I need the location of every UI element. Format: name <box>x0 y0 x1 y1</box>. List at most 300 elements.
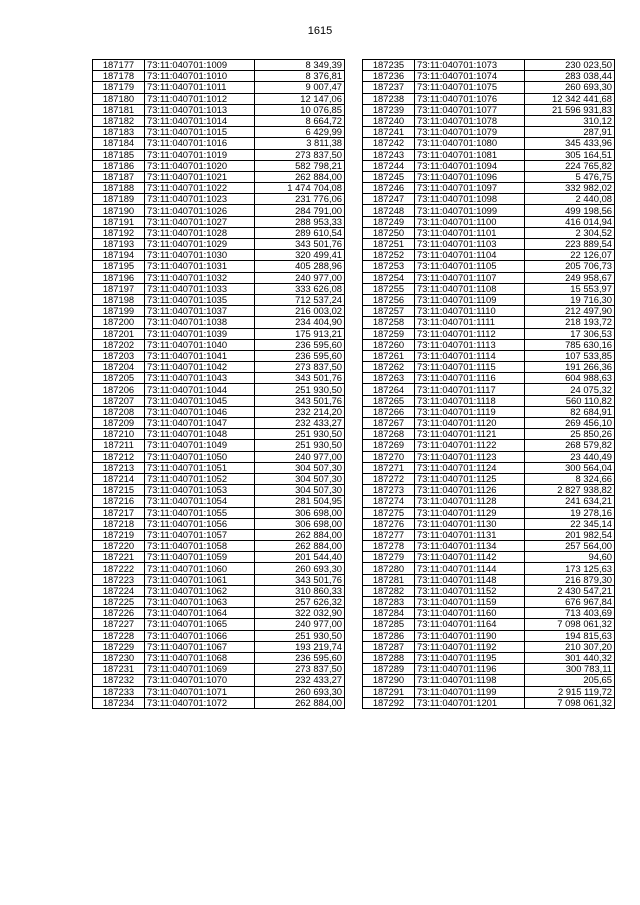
cell-value: 25 850,26 <box>525 429 615 440</box>
cell-value: 22 345,14 <box>525 518 615 529</box>
cell-record-id: 187252 <box>363 250 415 261</box>
cell-value: 405 288,96 <box>255 261 345 272</box>
cell-cadastral-number: 73:11:040701:1119 <box>415 406 525 417</box>
cell-record-id: 187266 <box>363 406 415 417</box>
table-row <box>93 160 345 171</box>
cell-cadastral-number: 73:11:040701:1057 <box>145 529 255 540</box>
cell-cadastral-number: 73:11:040701:1033 <box>145 283 255 294</box>
cell-value: 236 595,60 <box>255 652 345 663</box>
cell-value: 210 307,20 <box>525 641 615 652</box>
cell-record-id: 187250 <box>363 227 415 238</box>
table-row <box>93 373 345 384</box>
cell-record-id: 187276 <box>363 518 415 529</box>
cell-record-id: 187205 <box>93 373 145 384</box>
table-row <box>363 250 615 261</box>
cell-value: 232 214,20 <box>255 406 345 417</box>
cell-record-id: 187258 <box>363 317 415 328</box>
cell-value: 2 440,08 <box>525 194 615 205</box>
cell-cadastral-number: 73:11:040701:1065 <box>145 619 255 630</box>
cell-record-id: 187242 <box>363 138 415 149</box>
cell-record-id: 187239 <box>363 104 415 115</box>
table-row <box>363 373 615 384</box>
cell-value: 262 884,00 <box>255 171 345 182</box>
cell-value: 281 504,95 <box>255 496 345 507</box>
cell-value: 8 376,81 <box>255 71 345 82</box>
data-table-right <box>362 59 615 709</box>
table-row <box>93 686 345 697</box>
cell-record-id: 187245 <box>363 171 415 182</box>
cell-value: 305 164,51 <box>525 149 615 160</box>
table-row <box>93 619 345 630</box>
table-row <box>93 93 345 104</box>
cell-cadastral-number: 73:11:040701:1110 <box>415 306 525 317</box>
cell-value: 240 977,00 <box>255 619 345 630</box>
table-row <box>363 619 615 630</box>
cell-value: 6 429,99 <box>255 127 345 138</box>
cell-value: 2 430 547,21 <box>525 585 615 596</box>
cell-record-id: 187286 <box>363 630 415 641</box>
cell-cadastral-number: 73:11:040701:1099 <box>415 205 525 216</box>
table-row <box>93 608 345 619</box>
cell-cadastral-number: 73:11:040701:1108 <box>415 283 525 294</box>
table-row <box>93 384 345 395</box>
cell-cadastral-number: 73:11:040701:1130 <box>415 518 525 529</box>
cell-value: 289 610,54 <box>255 227 345 238</box>
cell-value: 416 014,94 <box>525 216 615 227</box>
table-row <box>93 115 345 126</box>
cell-cadastral-number: 73:11:040701:1129 <box>415 507 525 518</box>
cell-record-id: 187263 <box>363 373 415 384</box>
cell-record-id: 187187 <box>93 171 145 182</box>
table-row <box>93 552 345 563</box>
cell-value: 273 837,50 <box>255 664 345 675</box>
table-row <box>363 563 615 574</box>
table-row <box>93 473 345 484</box>
cell-value: 306 698,00 <box>255 518 345 529</box>
table-row <box>93 183 345 194</box>
table-row <box>363 328 615 339</box>
table-row <box>93 429 345 440</box>
cell-value: 560 110,82 <box>525 395 615 406</box>
cell-record-id: 187284 <box>363 608 415 619</box>
table-row <box>93 362 345 373</box>
cell-record-id: 187287 <box>363 641 415 652</box>
cell-cadastral-number: 73:11:040701:1096 <box>415 171 525 182</box>
cell-cadastral-number: 73:11:040701:1076 <box>415 93 525 104</box>
cell-record-id: 187206 <box>93 384 145 395</box>
table-row <box>93 227 345 238</box>
table-row <box>363 194 615 205</box>
table-row <box>93 496 345 507</box>
cell-value: 582 798,21 <box>255 160 345 171</box>
table-row <box>363 306 615 317</box>
cell-value: 273 837,50 <box>255 149 345 160</box>
table-row <box>363 608 615 619</box>
table-row <box>363 127 615 138</box>
cell-cadastral-number: 73:11:040701:1059 <box>145 552 255 563</box>
cell-record-id: 187177 <box>93 60 145 71</box>
cell-cadastral-number: 73:11:040701:1121 <box>415 429 525 440</box>
cell-cadastral-number: 73:11:040701:1201 <box>415 697 525 708</box>
cell-cadastral-number: 73:11:040701:1030 <box>145 250 255 261</box>
cell-cadastral-number: 73:11:040701:1038 <box>145 317 255 328</box>
cell-record-id: 187201 <box>93 328 145 339</box>
cell-value: 201 544,40 <box>255 552 345 563</box>
cell-value: 713 403,69 <box>525 608 615 619</box>
cell-value: 7 098 061,32 <box>525 697 615 708</box>
cell-record-id: 187223 <box>93 574 145 585</box>
cell-record-id: 187198 <box>93 294 145 305</box>
cell-record-id: 187256 <box>363 294 415 305</box>
cell-cadastral-number: 73:11:040701:1111 <box>415 317 525 328</box>
table-row <box>363 552 615 563</box>
table-row <box>363 529 615 540</box>
cell-cadastral-number: 73:11:040701:1051 <box>145 462 255 473</box>
cell-record-id: 187199 <box>93 306 145 317</box>
cell-value: 676 967,84 <box>525 597 615 608</box>
cell-record-id: 187235 <box>363 60 415 71</box>
cell-value: 21 596 931,83 <box>525 104 615 115</box>
cell-value: 230 023,50 <box>525 60 615 71</box>
cell-cadastral-number: 73:11:040701:1022 <box>145 183 255 194</box>
cell-value: 7 098 061,32 <box>525 619 615 630</box>
cell-value: 322 032,90 <box>255 608 345 619</box>
table-row <box>93 350 345 361</box>
table-row <box>93 138 345 149</box>
cell-value: 107 533,85 <box>525 350 615 361</box>
cell-value: 287,91 <box>525 127 615 138</box>
table-row <box>363 686 615 697</box>
cell-cadastral-number: 73:11:040701:1021 <box>145 171 255 182</box>
table-row <box>93 60 345 71</box>
cell-record-id: 187262 <box>363 362 415 373</box>
cell-record-id: 187248 <box>363 205 415 216</box>
cell-cadastral-number: 73:11:040701:1045 <box>145 395 255 406</box>
cell-value: 260 693,30 <box>255 563 345 574</box>
table-row <box>363 451 615 462</box>
cell-value: 262 884,00 <box>255 529 345 540</box>
table-row <box>363 641 615 652</box>
cell-value: 223 889,54 <box>525 239 615 250</box>
cell-value: 306 698,00 <box>255 507 345 518</box>
cell-cadastral-number: 73:11:040701:1114 <box>415 350 525 361</box>
table-row <box>93 507 345 518</box>
cell-value: 604 988,63 <box>525 373 615 384</box>
cell-record-id: 187292 <box>363 697 415 708</box>
table-row <box>363 664 615 675</box>
cell-record-id: 187213 <box>93 462 145 473</box>
cell-value: 301 440,32 <box>525 652 615 663</box>
table-row <box>363 485 615 496</box>
cell-value: 304 507,30 <box>255 473 345 484</box>
table-row <box>363 272 615 283</box>
cell-cadastral-number: 73:11:040701:1142 <box>415 552 525 563</box>
cell-cadastral-number: 73:11:040701:1052 <box>145 473 255 484</box>
cell-record-id: 187241 <box>363 127 415 138</box>
cell-cadastral-number: 73:11:040701:1043 <box>145 373 255 384</box>
cell-record-id: 187272 <box>363 473 415 484</box>
cell-cadastral-number: 73:11:040701:1160 <box>415 608 525 619</box>
cell-value: 283 038,44 <box>525 71 615 82</box>
table-row <box>363 115 615 126</box>
cell-record-id: 187180 <box>93 93 145 104</box>
table-row <box>363 507 615 518</box>
cell-cadastral-number: 73:11:040701:1037 <box>145 306 255 317</box>
table-row <box>93 641 345 652</box>
cell-value: 218 193,72 <box>525 317 615 328</box>
cell-record-id: 187271 <box>363 462 415 473</box>
cell-cadastral-number: 73:11:040701:1054 <box>145 496 255 507</box>
cell-record-id: 187188 <box>93 183 145 194</box>
cell-value: 262 884,00 <box>255 541 345 552</box>
table-row <box>363 652 615 663</box>
cell-cadastral-number: 73:11:040701:1196 <box>415 664 525 675</box>
cell-value: 251 930,50 <box>255 384 345 395</box>
cell-value: 241 634,21 <box>525 496 615 507</box>
cell-cadastral-number: 73:11:040701:1159 <box>415 597 525 608</box>
cell-value: 205,65 <box>525 675 615 686</box>
cell-value: 19 278,16 <box>525 507 615 518</box>
table-row <box>93 294 345 305</box>
table-row <box>363 462 615 473</box>
cell-cadastral-number: 73:11:040701:1026 <box>145 205 255 216</box>
cell-value: 191 266,36 <box>525 362 615 373</box>
cell-cadastral-number: 73:11:040701:1047 <box>145 418 255 429</box>
cell-value: 194 815,63 <box>525 630 615 641</box>
cell-record-id: 187274 <box>363 496 415 507</box>
cell-value: 262 884,00 <box>255 697 345 708</box>
cell-record-id: 187189 <box>93 194 145 205</box>
cell-cadastral-number: 73:11:040701:1069 <box>145 664 255 675</box>
cell-cadastral-number: 73:11:040701:1070 <box>145 675 255 686</box>
table-row <box>363 440 615 451</box>
cell-value: 251 930,50 <box>255 630 345 641</box>
cell-record-id: 187203 <box>93 350 145 361</box>
cell-cadastral-number: 73:11:040701:1103 <box>415 239 525 250</box>
cell-cadastral-number: 73:11:040701:1164 <box>415 619 525 630</box>
table-row <box>363 317 615 328</box>
table-row <box>363 294 615 305</box>
cell-cadastral-number: 73:11:040701:1012 <box>145 93 255 104</box>
cell-record-id: 187285 <box>363 619 415 630</box>
cell-record-id: 187224 <box>93 585 145 596</box>
cell-cadastral-number: 73:11:040701:1125 <box>415 473 525 484</box>
cell-value: 236 595,60 <box>255 339 345 350</box>
table-row <box>363 418 615 429</box>
table-row <box>363 71 615 82</box>
cell-cadastral-number: 73:11:040701:1094 <box>415 160 525 171</box>
cell-record-id: 187283 <box>363 597 415 608</box>
cell-record-id: 187269 <box>363 440 415 451</box>
cell-record-id: 187253 <box>363 261 415 272</box>
cell-record-id: 187251 <box>363 239 415 250</box>
cell-value: 8 664,72 <box>255 115 345 126</box>
cell-value: 269 456,10 <box>525 418 615 429</box>
cell-cadastral-number: 73:11:040701:1013 <box>145 104 255 115</box>
cell-value: 2 827 938,82 <box>525 485 615 496</box>
table-row <box>363 160 615 171</box>
cell-value: 17 306,53 <box>525 328 615 339</box>
cell-record-id: 187244 <box>363 160 415 171</box>
cell-record-id: 187291 <box>363 686 415 697</box>
cell-value: 22 126,07 <box>525 250 615 261</box>
table-row <box>93 518 345 529</box>
cell-cadastral-number: 73:11:040701:1029 <box>145 239 255 250</box>
table-row <box>93 574 345 585</box>
cell-cadastral-number: 73:11:040701:1027 <box>145 216 255 227</box>
cell-record-id: 187196 <box>93 272 145 283</box>
cell-record-id: 187236 <box>363 71 415 82</box>
table-row <box>93 675 345 686</box>
cell-value: 232 433,27 <box>255 675 345 686</box>
table-row <box>93 485 345 496</box>
cell-cadastral-number: 73:11:040701:1126 <box>415 485 525 496</box>
cell-cadastral-number: 73:11:040701:1124 <box>415 462 525 473</box>
cell-record-id: 187194 <box>93 250 145 261</box>
table-row <box>93 261 345 272</box>
cell-record-id: 187232 <box>93 675 145 686</box>
cell-value: 82 684,91 <box>525 406 615 417</box>
cell-record-id: 187184 <box>93 138 145 149</box>
cell-cadastral-number: 73:11:040701:1190 <box>415 630 525 641</box>
cell-value: 175 913,21 <box>255 328 345 339</box>
cell-cadastral-number: 73:11:040701:1122 <box>415 440 525 451</box>
cell-cadastral-number: 73:11:040701:1035 <box>145 294 255 305</box>
cell-cadastral-number: 73:11:040701:1075 <box>415 82 525 93</box>
cell-cadastral-number: 73:11:040701:1128 <box>415 496 525 507</box>
cell-cadastral-number: 73:11:040701:1118 <box>415 395 525 406</box>
table-row <box>363 93 615 104</box>
cell-record-id: 187279 <box>363 552 415 563</box>
cell-cadastral-number: 73:11:040701:1041 <box>145 350 255 361</box>
cell-record-id: 187288 <box>363 652 415 663</box>
cell-cadastral-number: 73:11:040701:1198 <box>415 675 525 686</box>
cell-cadastral-number: 73:11:040701:1097 <box>415 183 525 194</box>
table-row <box>363 82 615 93</box>
cell-cadastral-number: 73:11:040701:1073 <box>415 60 525 71</box>
cell-record-id: 187215 <box>93 485 145 496</box>
cell-record-id: 187181 <box>93 104 145 115</box>
cell-record-id: 187209 <box>93 418 145 429</box>
table-row <box>93 462 345 473</box>
cell-cadastral-number: 73:11:040701:1060 <box>145 563 255 574</box>
cell-cadastral-number: 73:11:040701:1123 <box>415 451 525 462</box>
cell-record-id: 187226 <box>93 608 145 619</box>
cell-cadastral-number: 73:11:040701:1100 <box>415 216 525 227</box>
cell-record-id: 187202 <box>93 339 145 350</box>
cell-value: 2 304,52 <box>525 227 615 238</box>
cell-cadastral-number: 73:11:040701:1117 <box>415 384 525 395</box>
table-row <box>363 239 615 250</box>
table-row <box>93 239 345 250</box>
cell-record-id: 187190 <box>93 205 145 216</box>
cell-cadastral-number: 73:11:040701:1053 <box>145 485 255 496</box>
cell-record-id: 187210 <box>93 429 145 440</box>
cell-record-id: 187268 <box>363 429 415 440</box>
cell-record-id: 187183 <box>93 127 145 138</box>
cell-cadastral-number: 73:11:040701:1020 <box>145 160 255 171</box>
cell-cadastral-number: 73:11:040701:1120 <box>415 418 525 429</box>
cell-value: 251 930,50 <box>255 440 345 451</box>
cell-value: 310,12 <box>525 115 615 126</box>
cell-cadastral-number: 73:11:040701:1019 <box>145 149 255 160</box>
table-row <box>93 451 345 462</box>
cell-value: 15 553,97 <box>525 283 615 294</box>
cell-cadastral-number: 73:11:040701:1049 <box>145 440 255 451</box>
table-row <box>93 328 345 339</box>
cell-value: 216 003,02 <box>255 306 345 317</box>
table-row <box>363 429 615 440</box>
table-row <box>93 395 345 406</box>
cell-cadastral-number: 73:11:040701:1050 <box>145 451 255 462</box>
cell-record-id: 187228 <box>93 630 145 641</box>
table-row <box>93 283 345 294</box>
cell-cadastral-number: 73:11:040701:1064 <box>145 608 255 619</box>
cell-record-id: 187233 <box>93 686 145 697</box>
cell-value: 332 982,02 <box>525 183 615 194</box>
table-row <box>363 205 615 216</box>
cell-value: 240 977,00 <box>255 451 345 462</box>
cell-cadastral-number: 73:11:040701:1144 <box>415 563 525 574</box>
cell-value: 9 007,47 <box>255 82 345 93</box>
cell-value: 300 564,04 <box>525 462 615 473</box>
cell-cadastral-number: 73:11:040701:1112 <box>415 328 525 339</box>
cell-record-id: 187186 <box>93 160 145 171</box>
cell-record-id: 187221 <box>93 552 145 563</box>
cell-record-id: 187273 <box>363 485 415 496</box>
cell-value: 257 626,32 <box>255 597 345 608</box>
table-row <box>363 473 615 484</box>
cell-cadastral-number: 73:11:040701:1009 <box>145 60 255 71</box>
cell-cadastral-number: 73:11:040701:1058 <box>145 541 255 552</box>
cell-value: 5 476,75 <box>525 171 615 182</box>
table-row <box>363 675 615 686</box>
cell-record-id: 187265 <box>363 395 415 406</box>
table-row <box>93 697 345 708</box>
cell-value: 785 630,16 <box>525 339 615 350</box>
cell-cadastral-number: 73:11:040701:1015 <box>145 127 255 138</box>
page-number: 1615 <box>307 25 333 37</box>
cell-record-id: 187246 <box>363 183 415 194</box>
table-row <box>93 664 345 675</box>
cell-cadastral-number: 73:11:040701:1072 <box>145 697 255 708</box>
cell-record-id: 187207 <box>93 395 145 406</box>
cell-value: 23 440,49 <box>525 451 615 462</box>
table-row <box>93 272 345 283</box>
cell-record-id: 187240 <box>363 115 415 126</box>
cell-value: 2 915 119,72 <box>525 686 615 697</box>
cell-value: 8 349,39 <box>255 60 345 71</box>
cell-record-id: 187197 <box>93 283 145 294</box>
cell-value: 232 433,27 <box>255 418 345 429</box>
cell-value: 304 507,30 <box>255 485 345 496</box>
table-row <box>93 82 345 93</box>
cell-cadastral-number: 73:11:040701:1081 <box>415 149 525 160</box>
table-row <box>363 496 615 507</box>
cell-cadastral-number: 73:11:040701:1105 <box>415 261 525 272</box>
cell-value: 236 595,60 <box>255 350 345 361</box>
cell-record-id: 187238 <box>363 93 415 104</box>
cell-record-id: 187275 <box>363 507 415 518</box>
cell-value: 234 404,90 <box>255 317 345 328</box>
table-row <box>363 104 615 115</box>
cell-value: 268 579,82 <box>525 440 615 451</box>
cell-record-id: 187282 <box>363 585 415 596</box>
table-row <box>93 440 345 451</box>
table-row <box>93 306 345 317</box>
cell-cadastral-number: 73:11:040701:1067 <box>145 641 255 652</box>
cell-cadastral-number: 73:11:040701:1061 <box>145 574 255 585</box>
